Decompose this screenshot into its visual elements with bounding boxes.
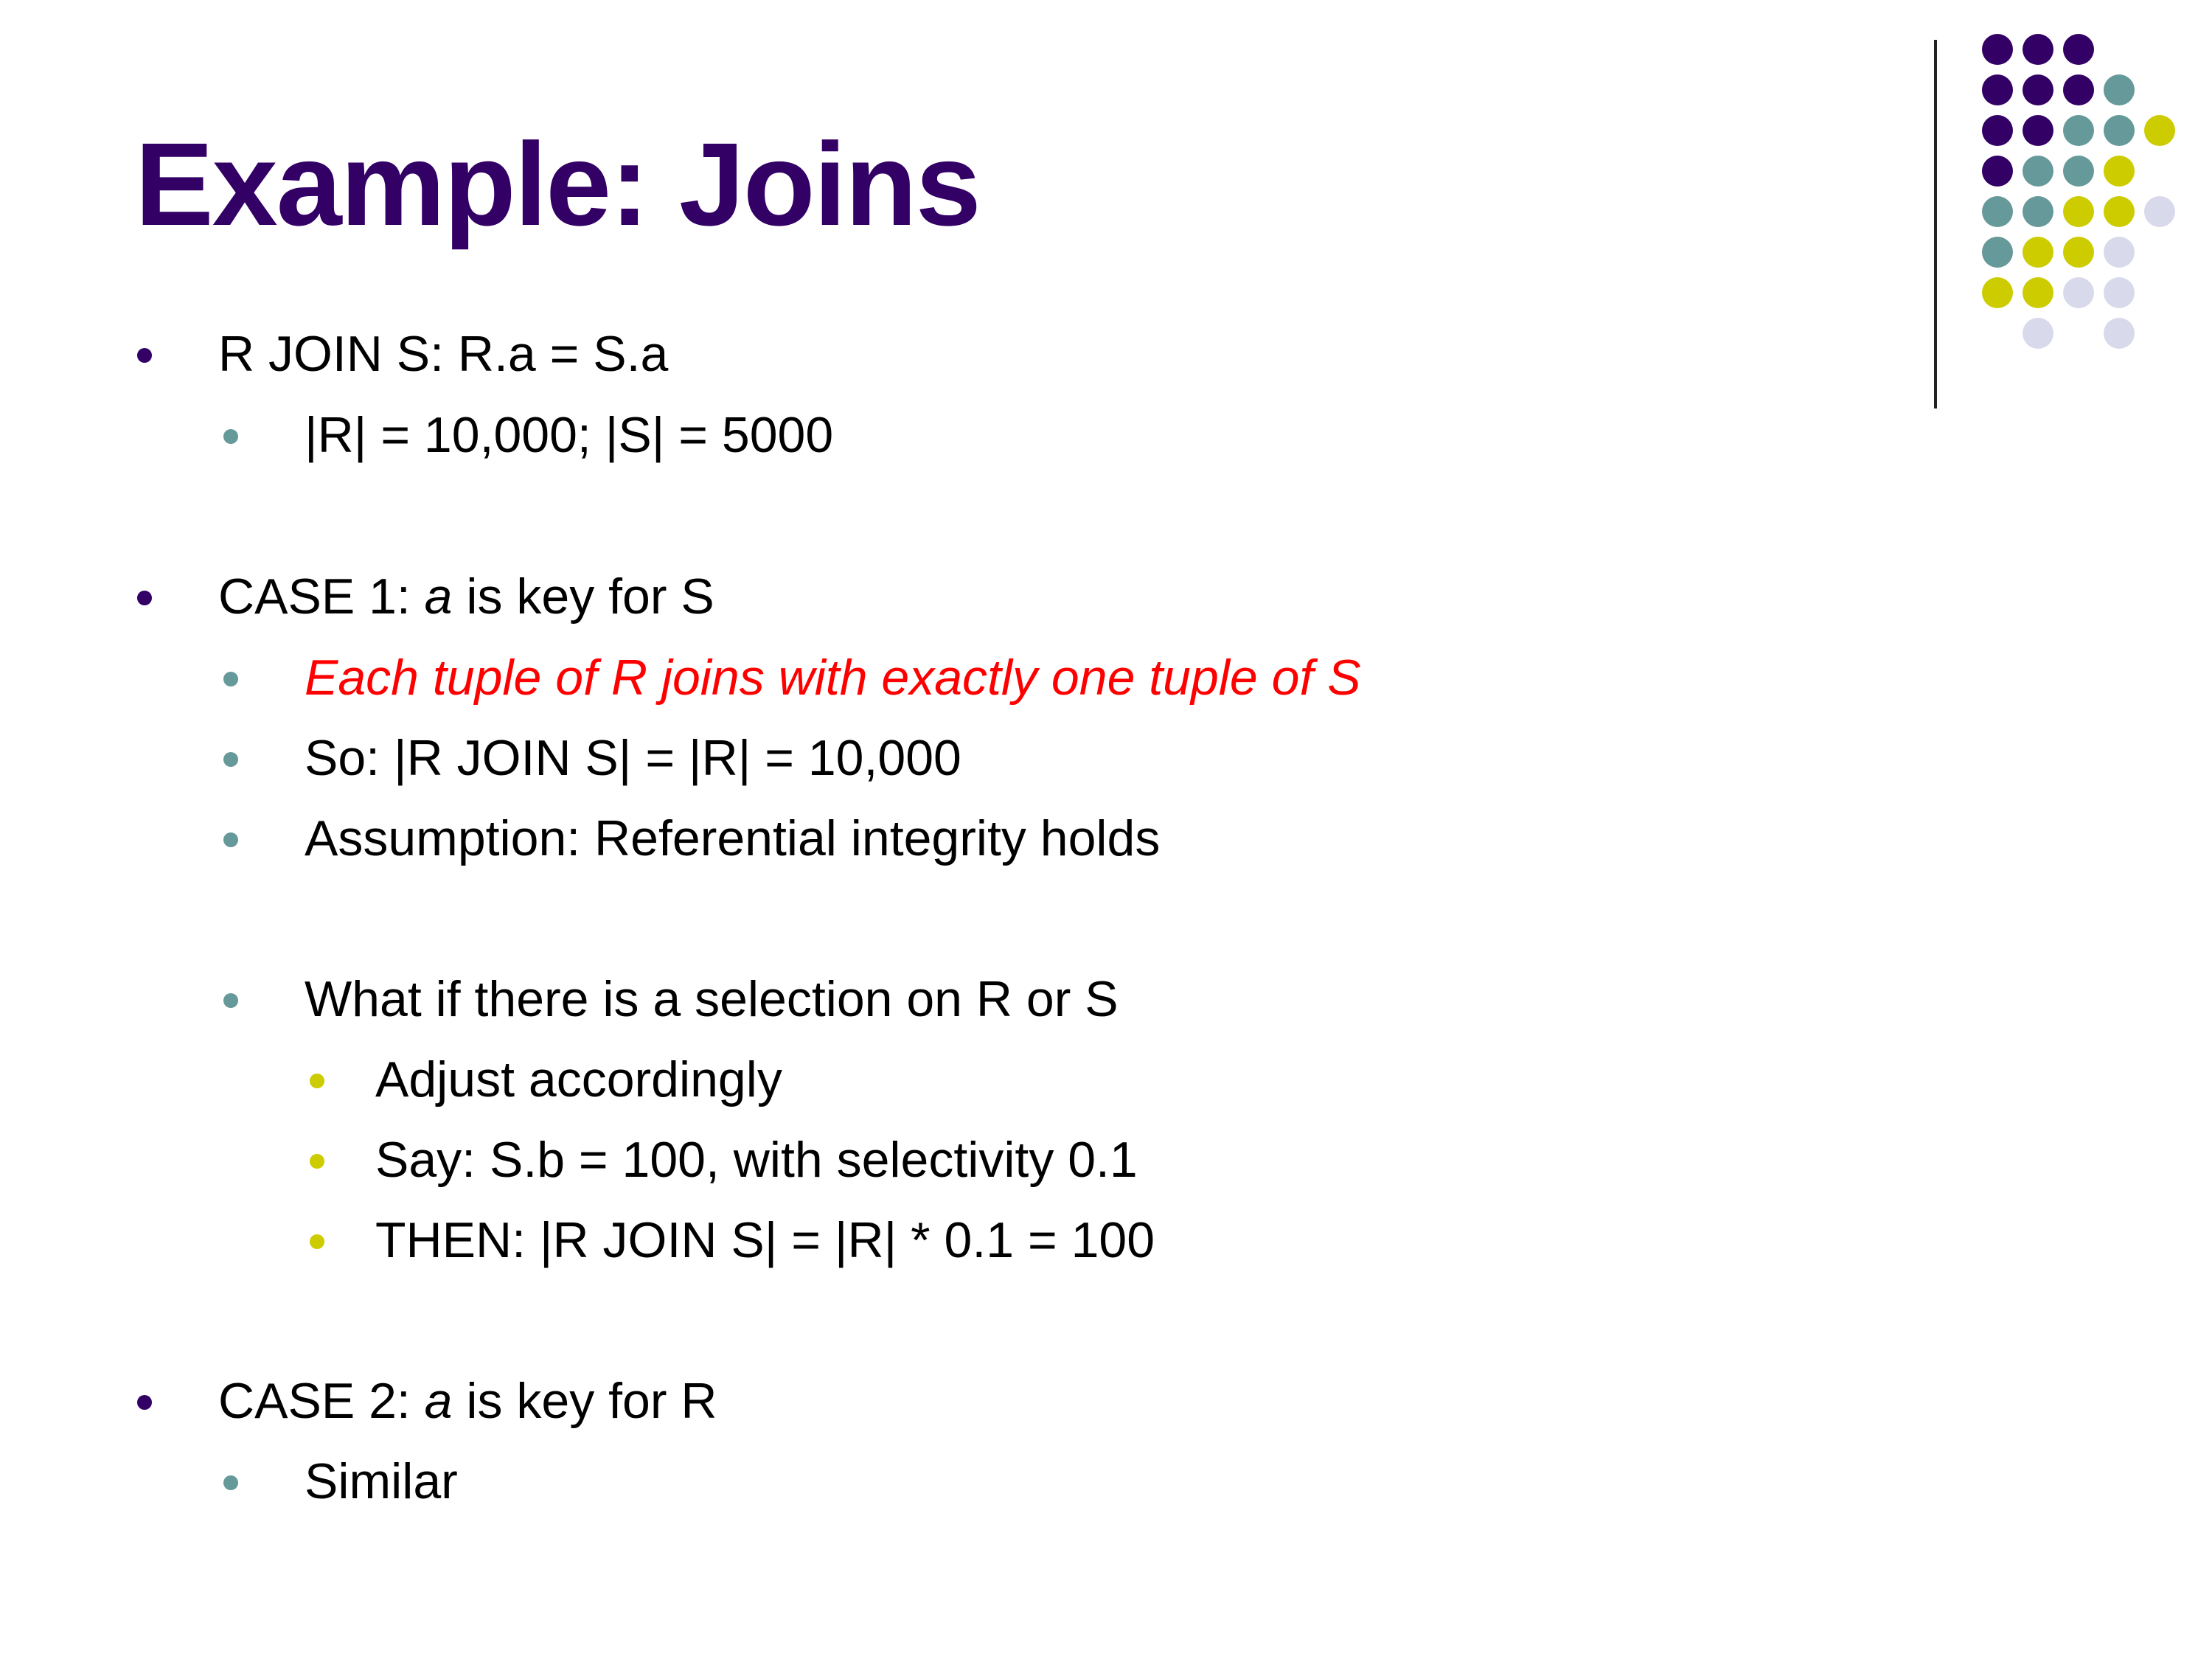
decor-dot — [2023, 277, 2053, 308]
bullet-text: |R| = 10,000; |S| = 5000 — [305, 407, 834, 463]
bullet-text: So: |R JOIN S| = |R| = 10,000 — [305, 730, 961, 786]
bullet-dot-icon — [310, 1074, 324, 1088]
decor-dot — [2023, 115, 2053, 146]
bullet-text: Similar — [305, 1453, 458, 1509]
attribute-a: a — [424, 568, 453, 625]
bullet-text — [218, 1373, 717, 1429]
decor-dot — [2023, 34, 2053, 65]
decor-dot — [2104, 277, 2135, 308]
decor-dot — [2023, 156, 2053, 187]
decor-dot — [2063, 156, 2094, 187]
case-rest: is key for R — [452, 1373, 717, 1429]
decor-dot — [2063, 74, 2094, 105]
title-divider — [1934, 40, 1937, 408]
bullet-dot-icon — [310, 1154, 324, 1169]
bullet-text: Adjust accordingly — [375, 1051, 782, 1107]
bullet-dot-icon — [223, 993, 238, 1008]
bullet-dot-icon — [137, 591, 152, 605]
decor-dot — [2104, 196, 2135, 227]
bullet-dot-icon — [137, 348, 152, 363]
decor-dot — [2104, 115, 2135, 146]
decor-dot — [2104, 237, 2135, 268]
bullet-dot-icon — [137, 1395, 152, 1410]
case-label: CASE 1: — [218, 568, 425, 625]
decor-dot — [1982, 115, 2013, 146]
decor-dot — [2023, 196, 2053, 227]
decor-dot — [2023, 237, 2053, 268]
bullet-dot-icon — [223, 1475, 238, 1490]
bullet-dot-icon — [310, 1234, 324, 1249]
bullet-dot-icon — [223, 672, 238, 686]
decor-dot — [1982, 74, 2013, 105]
bullet-text: Assumption: Referential integrity holds — [305, 810, 1161, 866]
decor-dot — [2104, 156, 2135, 187]
bullet-text: What if there is a selection on R or S — [305, 971, 1119, 1027]
case-label: CASE 2: — [218, 1373, 425, 1429]
decor-dot — [1982, 277, 2013, 308]
decor-dot — [2063, 277, 2094, 308]
slide-title: Example: Joins — [135, 118, 980, 250]
case-rest: is key for S — [452, 568, 714, 625]
bullet-text: R JOIN S: R.a = S.a — [218, 326, 669, 382]
decor-dot — [2104, 74, 2135, 105]
decor-dot — [2063, 34, 2094, 65]
decor-dot — [2023, 74, 2053, 105]
decor-dot — [2104, 318, 2135, 349]
bullet-dot-icon — [223, 752, 238, 767]
attribute-a: a — [424, 1373, 453, 1429]
bullet-dot-icon — [223, 429, 238, 444]
decor-dot — [2063, 196, 2094, 227]
decorative-dot-grid — [1982, 34, 2188, 358]
bullet-text — [218, 568, 714, 625]
bullet-text: THEN: |R JOIN S| = |R| * 0.1 = 100 — [375, 1212, 1155, 1268]
decor-dot — [2023, 318, 2053, 349]
decor-dot — [1982, 196, 2013, 227]
decor-dot — [2144, 115, 2175, 146]
decor-dot — [2144, 196, 2175, 227]
decor-dot — [1982, 34, 2013, 65]
bullet-text: Say: S.b = 100, with selectivity 0.1 — [375, 1132, 1138, 1188]
bullet-text: Each tuple of R joins with exactly one tuple of S — [305, 650, 1361, 706]
decor-dot — [1982, 237, 2013, 268]
decor-dot — [2063, 237, 2094, 268]
decor-dot — [2063, 115, 2094, 146]
decor-dot — [1982, 156, 2013, 187]
bullet-dot-icon — [223, 832, 238, 847]
